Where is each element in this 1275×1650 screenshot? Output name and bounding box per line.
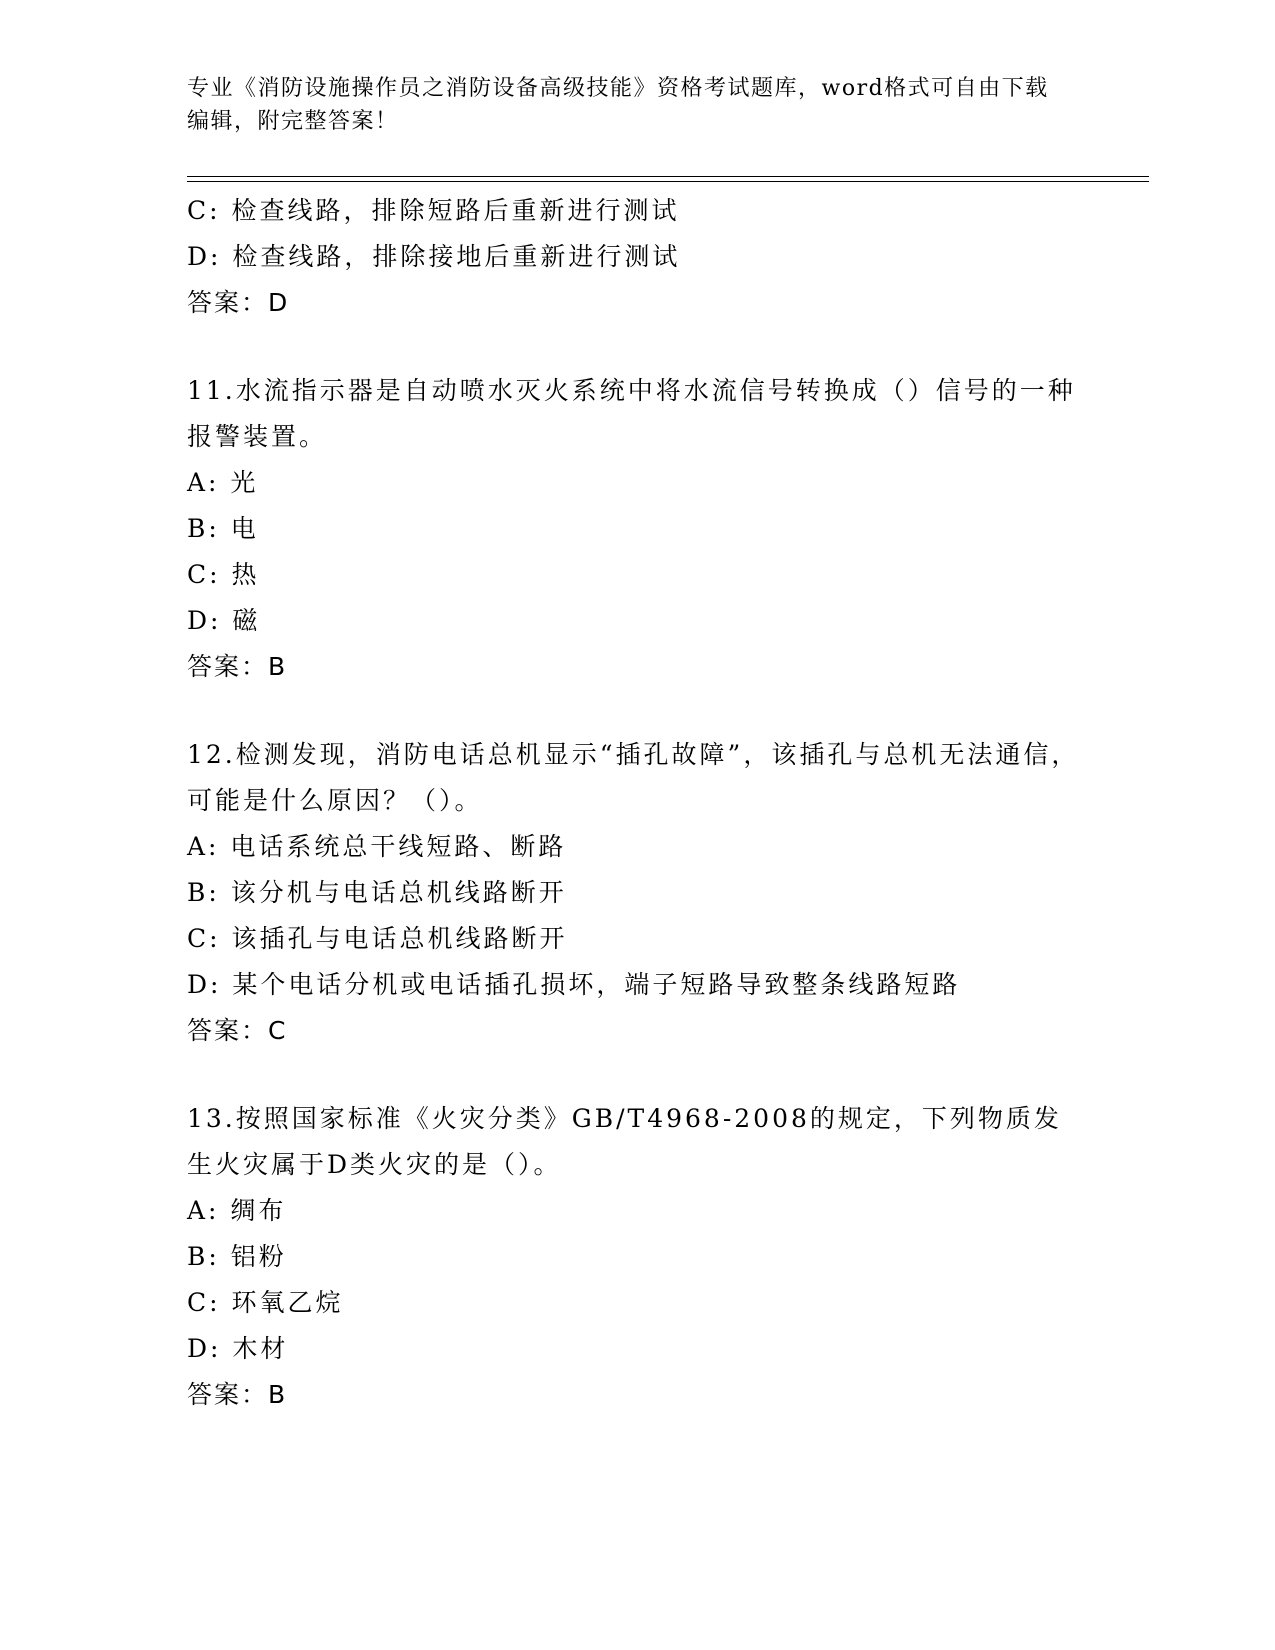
question-list: [187, 188, 1087, 1418]
question-13: [187, 1096, 1087, 1418]
option-d: D: 磁: [187, 606, 261, 635]
question-stem: 13.按照国家标准《火灾分类》GB/T4968-2008的规定，下列物质发生火灾属于D类火灾的是（）。: [187, 1104, 1062, 1179]
option-c: C: 环氧乙烷: [187, 1288, 344, 1317]
answer-line: 答案：B: [187, 1380, 288, 1409]
option-b: B: 该分机与电话总机线路断开: [187, 878, 567, 907]
question-stem: 11.水流指示器是自动喷水灭火系统中将水流信号转换成（）信号的一种报警装置。: [187, 376, 1076, 451]
option-a: A: 光: [187, 468, 259, 497]
option-d: D: 木材: [187, 1334, 289, 1363]
header-rule-bottom: [187, 181, 1149, 182]
option-b: B: 铝粉: [187, 1242, 287, 1271]
question-11: [187, 368, 1087, 690]
option-b: B: 电: [187, 514, 259, 543]
question-stem: 12.检测发现，消防电话总机显示“插孔故障”，该插孔与总机无法通信，可能是什么原因？（）。: [187, 740, 1080, 815]
option-a: A: 绸布: [187, 1196, 287, 1225]
option-d: D: 检查线路，排除接地后重新进行测试: [187, 242, 681, 271]
question-12: [187, 732, 1087, 1054]
option-d: D: 某个电话分机或电话插孔损坏，端子短路导致整条线路短路: [187, 970, 961, 999]
answer-line: 答案：B: [187, 652, 288, 681]
carryover-question: [187, 188, 1087, 326]
document-header: 专业《消防设施操作员之消防设备高级技能》资格考试题库，word格式可自由下载编辑，附完整答案！: [187, 76, 1049, 134]
answer-line: 答案：D: [187, 288, 290, 317]
option-c: C: 热: [187, 560, 260, 589]
option-a: A: 电话系统总干线短路、断路: [187, 832, 567, 861]
option-c: C: 该插孔与电话总机线路断开: [187, 924, 568, 953]
answer-line: 答案：C: [187, 1016, 288, 1045]
option-c: C: 检查线路，排除短路后重新进行测试: [187, 196, 680, 225]
header-rule-top: [187, 176, 1149, 177]
